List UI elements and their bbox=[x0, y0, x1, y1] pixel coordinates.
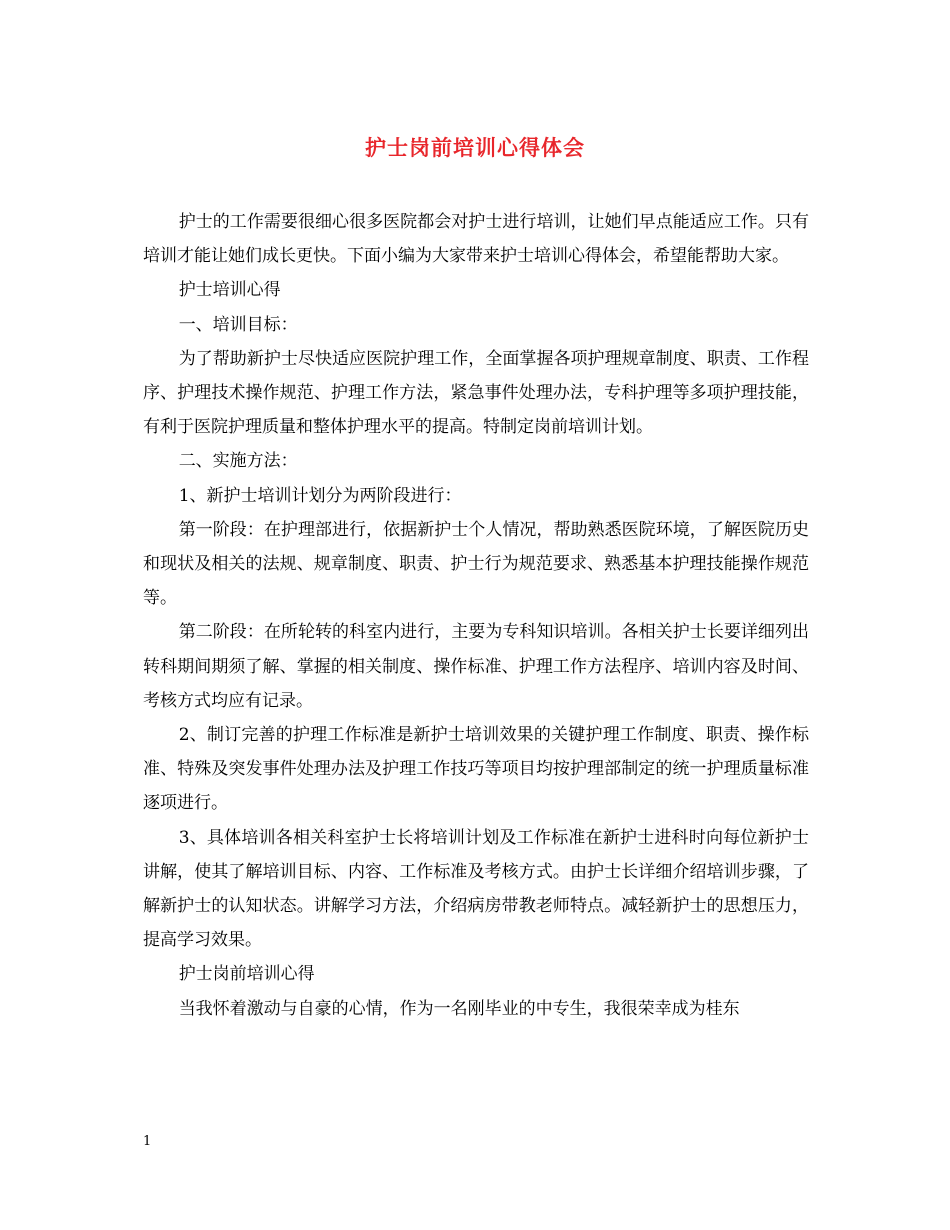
paragraph-stage-1: 第一阶段：在护理部进行，依据新护士个人情况，帮助熟悉医院环境，了解医院历史和现状及相关的法规、规章制度、职责、护士行为规范要求、熟悉基本护理技能操作规范等。 bbox=[143, 519, 809, 609]
paragraph-method-3: 3、具体培训各相关科室护士长将培训计划及工作标准在新护士进科时向每位新护士讲解，使其了解培训目标、内容、工作标准及考核方式。由护士长详细介绍培训步骤，了解新护士的认知状态。讲解学习方法，介绍病房带教老师特点。减轻新护士的思想压力，提高学习效果。 bbox=[143, 827, 809, 951]
paragraph-goals-content: 为了帮助新护士尽快适应医院护理工作，全面掌握各项护理规章制度、职责、工作程序、护理技术操作规范、护理工作方法，紧急事件处理办法，专科护理等多项护理技能，有利于医院护理质量和整体护理水平的提高。特制定岗前培训计划。 bbox=[143, 348, 809, 438]
paragraph-method-2: 2、制订完善的护理工作标准是新护士培训效果的关键护理工作制度、职责、操作标准、特殊及突发事件处理办法及护理工作技巧等项目均按护理部制定的统一护理质量标准逐项进行。 bbox=[143, 725, 809, 814]
document-title: 护士岗前培训心得体会 bbox=[365, 135, 585, 160]
paragraph-closing: 当我怀着激动与自豪的心情，作为一名刚毕业的中专生，我很荣幸成为桂东 bbox=[178, 998, 740, 1019]
document-body bbox=[143, 205, 809, 1026]
paragraph-heading-pre-job-experience: 护士岗前培训心得 bbox=[178, 964, 315, 985]
paragraph-heading-training-experience: 护士培训心得 bbox=[178, 280, 281, 301]
paragraph-section-goals: 一、培训目标： bbox=[178, 314, 298, 335]
paragraph-method-1: 1、新护士培训计划分为两阶段进行： bbox=[178, 485, 462, 506]
paragraph-intro: 护士的工作需要很细心很多医院都会对护士进行培训，让她们早点能适应工作。只有培训才能让她们成长更快。下面小编为大家带来护士培训心得体会，希望能帮助大家。 bbox=[143, 212, 809, 267]
paragraph-stage-2: 第二阶段：在所轮转的科室内进行，主要为专科知识培训。各相关护士长要详细列出转科期间期须了解、掌握的相关制度、操作标准、护理工作方法程序、培训内容及时间、考核方式均应有记录。 bbox=[143, 622, 809, 711]
paragraph-section-methods: 二、实施方法： bbox=[178, 451, 298, 472]
page-number: 1 bbox=[143, 1134, 152, 1149]
